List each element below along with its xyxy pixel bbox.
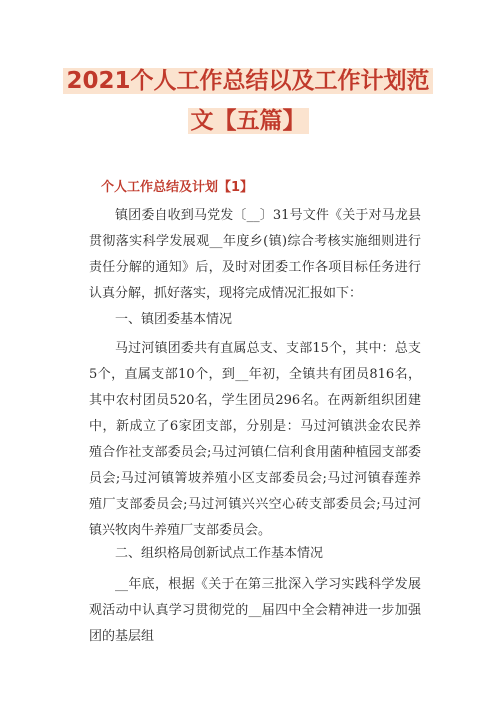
paragraph-basic-situation: 马过河镇团委共有直属总支、支部15个，其中：总支5个，直属支部10个，到__年初，全镇共有团员816名，其中农村团员520名，学生团员296名。在两新组织团建中，新成立了6家团支部，分别是：马过河镇洪金农民养殖合作社支部委员会;马过河镇仁信利食用菌种植园支部委员会;马过河镇箐坡养殖小区支部委员会;马过河镇春莲养殖厂支部委员会;马过河镇兴兴空心砖支部委员会;马过河镇兴牧肉牛养殖厂支部委员会。 — [89, 341, 421, 538]
paragraph-pilot-work: __年底，根据《关于在第三批深入学习实践科学发展观活动中认真学习贯彻党的__届四中全会精神进一步加强团的基层组 — [89, 577, 421, 644]
document-title-line-1: 2021个人工作总结以及工作计划范 — [0, 66, 496, 96]
heading-basic-situation: 一、镇团委基本情况 — [115, 312, 233, 327]
document-title-line-2: 文【五篇】 — [0, 106, 496, 136]
paragraph-intro: 镇团委自收到马党发〔__〕31号文件《关于对马龙县贯彻落实科学发展观__年度乡(镇)综合考核实施细则进行责任分解的通知》后，及时对团委工作各项目标任务进行认真分解，抓好落实，现将完成情况汇报如下： — [89, 208, 421, 301]
section-title: 个人工作总结及计划【1】 — [101, 180, 254, 195]
heading-pilot-work: 二、组织格局创新试点工作基本情况 — [115, 546, 324, 561]
